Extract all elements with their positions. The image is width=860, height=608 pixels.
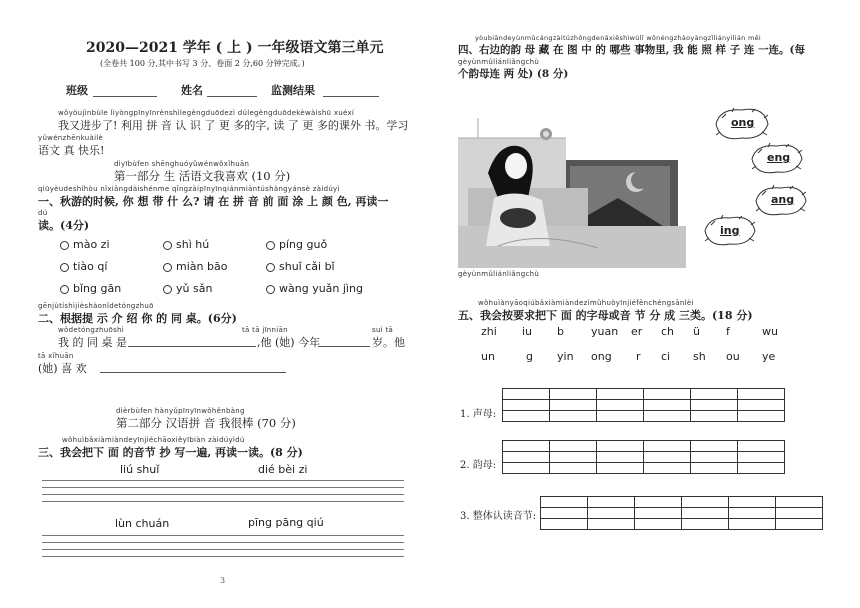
q5-item: ong bbox=[591, 350, 612, 363]
q4-text: 四、右边的韵 母 藏 在 图 中 的 哪些 事物里, 我 能 照 样 子 连 一连。(每 bbox=[458, 44, 805, 56]
q1-pinyin-du: dú bbox=[38, 209, 48, 217]
intro-pinyin-2: yǔwénzhēnkuàilè bbox=[38, 134, 104, 142]
q5-item: g bbox=[526, 350, 533, 363]
initials-grid[interactable] bbox=[502, 388, 785, 422]
intro-pinyin-1: wǒyòujìnbùle lìyòngpīnyīnrènshìlegèngduōdezì dúlegèngduōdekèwàishū xuéxí bbox=[58, 109, 355, 117]
writing-line[interactable] bbox=[42, 556, 404, 557]
writing-line[interactable] bbox=[42, 480, 404, 481]
q1-text-2: 读。(4分) bbox=[38, 219, 90, 232]
option-circle[interactable] bbox=[60, 263, 69, 272]
writing-line[interactable] bbox=[42, 549, 404, 550]
option-bing-gan[interactable]: bǐng gān bbox=[60, 282, 121, 295]
q2-text-b: ,他 (她) 今年 bbox=[257, 336, 321, 349]
name-label: 姓名 bbox=[181, 84, 203, 97]
q5-text: 五、我会按要求把下 面 的字母或音 节 分 成 三类。(18 分) bbox=[458, 309, 753, 322]
intro-text-2: 语文 真 快乐! bbox=[38, 144, 105, 157]
q5-item: un bbox=[481, 350, 495, 363]
option-circle[interactable] bbox=[163, 263, 172, 272]
option-shui-cai-bi[interactable]: shuǐ cǎi bǐ bbox=[266, 260, 335, 273]
q2-text-d: (她) 喜 欢 bbox=[38, 362, 87, 375]
q5-item: ci bbox=[661, 350, 671, 363]
q4-pinyin: yòubiāndeyùnmǔcángzàitúzhōngdenǎxiēshìwùlǐ wǒnéngzhàoyàngzǐliányilián měi bbox=[475, 34, 761, 42]
q2-text-a: 我 的 同 桌 是 bbox=[58, 336, 127, 349]
q3-word-liu-shui: liú shuǐ bbox=[120, 463, 160, 476]
q5-item: iu bbox=[522, 325, 533, 338]
part1-pinyin: dìyībùfen shēnghuóyǔwénwǒxǐhuān bbox=[114, 160, 250, 168]
page-subtitle: (全卷共 100 分,其中书写 3 分、卷面 2 分,60 分钟完成。) bbox=[100, 59, 305, 68]
option-circle[interactable] bbox=[60, 241, 69, 250]
part2-title: 第二部分 汉语拼 音 我很棒 (70 分) bbox=[116, 416, 296, 430]
deskmate-age-blank[interactable] bbox=[318, 346, 370, 347]
q3-word-lun-chuan: lùn chuán bbox=[115, 517, 170, 530]
result-label: 监测结果 bbox=[271, 84, 315, 97]
q2-text-c: 岁。他 bbox=[372, 336, 405, 349]
q5-item: ye bbox=[762, 350, 776, 363]
q4-pinyin-2: gèyùnmǔliánliǎngchù bbox=[458, 58, 540, 66]
q2-pinyin-b: tā tā jīnniān bbox=[242, 326, 288, 334]
q2-pinyin-a: wǒdetóngzhuōshì bbox=[58, 326, 125, 334]
option-ping-guo[interactable]: píng guǒ bbox=[266, 238, 327, 251]
option-mao-zi[interactable]: mào zi bbox=[60, 238, 110, 251]
class-blank[interactable] bbox=[93, 96, 157, 97]
option-circle[interactable] bbox=[266, 241, 275, 250]
option-mian-bao[interactable]: miàn bāo bbox=[163, 260, 227, 273]
part2-pinyin: dìèrbùfen hànyǔpīnyīnwǒhěnbàng bbox=[116, 407, 245, 415]
q5-item: zhi bbox=[481, 325, 497, 338]
option-circle[interactable] bbox=[163, 285, 172, 294]
q5-pinyin: wǒhuìànyāoqiúbǎxiàmiàndezìmǔhuòyīnjiéfēnchéngsānlèi bbox=[478, 299, 694, 307]
option-circle[interactable] bbox=[266, 285, 275, 294]
writing-line[interactable] bbox=[42, 501, 404, 502]
part1-title: 第一部分 生 活语文我喜欢 (10 分) bbox=[114, 169, 291, 183]
q1-text: 一、秋游的时候, 你 想 带 什 么? 请 在 拼 音 前 面 涂 上 颜 色, 再读一 bbox=[38, 195, 389, 208]
leaf-ong[interactable]: ong bbox=[731, 116, 755, 129]
q3-word-ping-pang-qiu: pīng pāng qiú bbox=[248, 516, 324, 529]
q3-text: 三、我会把下 面 的音节 抄 写一遍, 再读一读。(8 分) bbox=[38, 446, 303, 459]
q5-item: b bbox=[557, 325, 564, 338]
option-circle[interactable] bbox=[266, 263, 275, 272]
q5-item: f bbox=[726, 325, 730, 338]
illustration-caption: gèyùnmǔliánliǎngchù bbox=[458, 270, 540, 278]
class-label: 班级 bbox=[66, 84, 88, 97]
finals-grid[interactable] bbox=[502, 440, 785, 474]
name-blank[interactable] bbox=[207, 96, 257, 97]
q5-item: er bbox=[631, 325, 643, 338]
q3-pinyin: wǒhuìbǎxiàmiàndeyīnjiéchāoxiěyībiàn zàidúyìdú bbox=[62, 436, 245, 444]
writing-line[interactable] bbox=[42, 494, 404, 495]
q5-item: yuan bbox=[591, 325, 619, 338]
leaf-ing[interactable]: ing bbox=[720, 224, 740, 237]
deskmate-hobby-blank[interactable] bbox=[100, 372, 286, 373]
q2-pinyin-c: suì tā bbox=[372, 326, 394, 334]
option-yu-san[interactable]: yǔ sǎn bbox=[163, 282, 212, 295]
q5-item: sh bbox=[693, 350, 706, 363]
whole-syllables-label: 3. 整体认读音节: bbox=[460, 511, 537, 522]
leaf-eng[interactable]: eng bbox=[767, 151, 791, 164]
option-circle[interactable] bbox=[163, 241, 172, 250]
q2-pinyin: gēnjùtíshìjièshàonǐdetóngzhuō bbox=[38, 302, 154, 310]
q5-item: ch bbox=[661, 325, 675, 338]
option-shi-hu[interactable]: shì hú bbox=[163, 238, 209, 251]
option-circle[interactable] bbox=[60, 285, 69, 294]
option-tiao-qi[interactable]: tiào qí bbox=[60, 260, 107, 273]
q5-item: wu bbox=[762, 325, 778, 338]
q5-item: yin bbox=[557, 350, 574, 363]
writing-line[interactable] bbox=[42, 487, 404, 488]
q5-item: ü bbox=[693, 325, 700, 338]
q5-item: ou bbox=[726, 350, 740, 363]
q2-text: 二、根据提 示 介 绍 你 的 同 桌。(6分) bbox=[38, 312, 237, 325]
option-wang-yuan-jing[interactable]: wàng yuǎn jìng bbox=[266, 282, 363, 295]
girl-window-illustration bbox=[458, 118, 686, 268]
page-number: 3 bbox=[220, 576, 226, 585]
q3-word-die-bei-zi: dié bèi zi bbox=[258, 463, 308, 476]
leaf-ang[interactable]: ang bbox=[771, 193, 795, 206]
intro-text-1: 我又进步了! 利用 拼 音 认 识 了 更 多的字, 读 了 更 多的课外 书。学习 bbox=[58, 119, 409, 132]
q2-pinyin-d: tā xǐhuān bbox=[38, 352, 74, 360]
writing-line[interactable] bbox=[42, 542, 404, 543]
whole-syllables-grid[interactable] bbox=[540, 496, 823, 530]
deskmate-name-blank[interactable] bbox=[128, 346, 256, 347]
initials-label: 1. 声母: bbox=[460, 409, 497, 420]
result-blank[interactable] bbox=[323, 96, 379, 97]
writing-line[interactable] bbox=[42, 535, 404, 536]
q5-item: r bbox=[636, 350, 641, 363]
q4-text-2: 个韵母连 两 处) (8 分) bbox=[458, 68, 569, 80]
finals-label: 2. 韵母: bbox=[460, 460, 497, 471]
page-title: 2020—2021 学年 ( 上 ) 一年级语文第三单元 bbox=[86, 40, 384, 56]
q1-pinyin: qiūyèudeshíhòu nǐxiǎngdàishénme qǐngzàipīnyīnqiánmiàntúshàngyánsè zàidúyì bbox=[38, 185, 340, 193]
